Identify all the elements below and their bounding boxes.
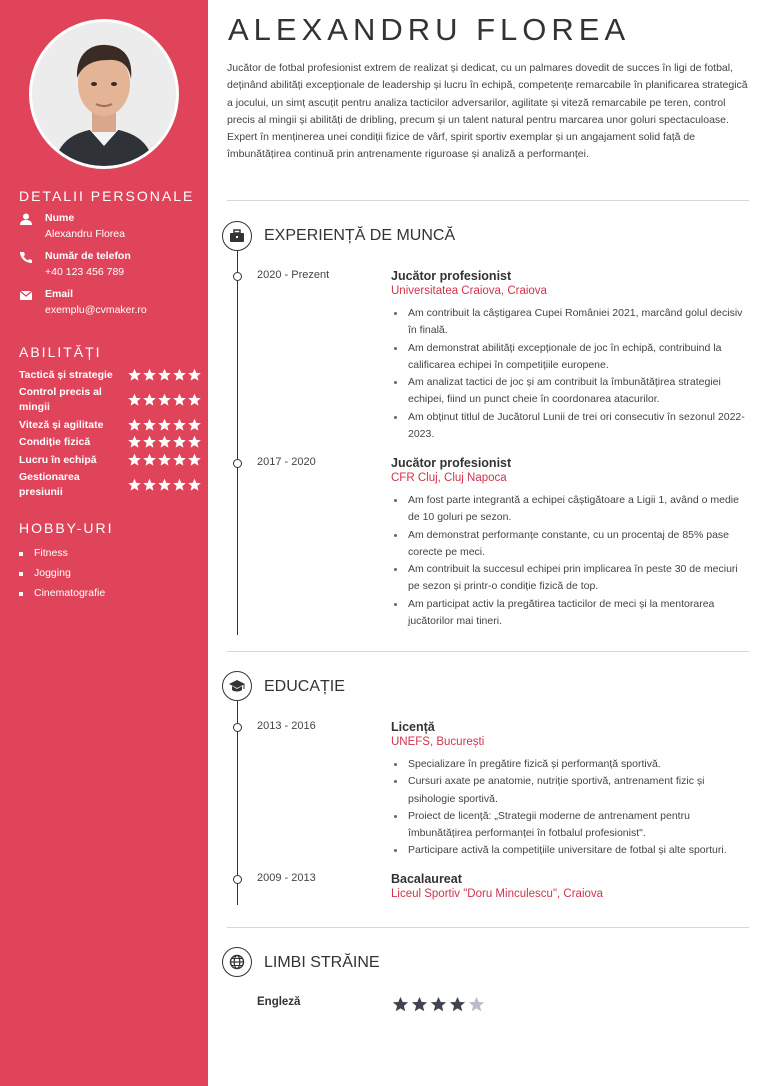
star-icon <box>449 996 466 1013</box>
list-item: Am demonstrat abilități excepționale de joc în echipă, contribuind la calificarea echipei în competițiile europene. <box>391 340 751 375</box>
experience-title: EXPERIENȚĂ DE MUNCĂ <box>264 227 456 244</box>
list-item: Cursuri axate pe anatomie, nutriție sportivă, antrenament fizic și psihologie sportivă. <box>391 773 751 808</box>
personal-detail-label: Email <box>45 288 74 300</box>
skill-rating <box>127 478 203 492</box>
star-icon <box>157 393 172 407</box>
skill-name: Viteză și agilitate <box>19 419 104 431</box>
entry-date: 2017 - 2020 <box>257 456 316 468</box>
entry-organization: Liceul Sportiv "Doru Minculescu", Craiova <box>391 888 604 900</box>
star-icon <box>127 435 142 449</box>
entry-organization: Universitatea Craiova, Craiova <box>391 285 547 297</box>
languages-title: LIMBI STRĂINE <box>264 954 380 971</box>
entry-date: 2020 - Prezent <box>257 269 330 281</box>
star-icon <box>172 478 187 492</box>
star-icon <box>127 393 142 407</box>
star-icon <box>127 453 142 467</box>
list-item: Am contribuit la succesul echipei prin implicarea în peste 30 de meciuri pe sezon și printr-o condiție fizică de top. <box>391 561 751 596</box>
star-icon <box>187 393 202 407</box>
graduation-cap-icon <box>222 671 252 701</box>
star-icon <box>157 453 172 467</box>
entry-organization: CFR Cluj, Cluj Napoca <box>391 472 507 484</box>
star-icon <box>142 368 157 382</box>
star-icon <box>127 368 142 382</box>
hobbies-heading: HOBBY-URI <box>19 520 114 536</box>
star-icon <box>157 418 172 432</box>
timeline-dot <box>233 272 242 281</box>
star-icon <box>172 368 187 382</box>
list-item: Am participat activ la pregătirea tacticilor de meci și la mentorarea jucătorilor mai tineri. <box>391 596 751 631</box>
entry-bullets <box>391 756 751 860</box>
skill-rating <box>127 418 203 432</box>
skill-name: Lucru în echipă <box>19 454 97 466</box>
star-icon <box>172 453 187 467</box>
personal-details-heading: DETALII PERSONALE <box>19 188 195 204</box>
personal-detail-value: +40 123 456 789 <box>45 266 125 278</box>
timeline-dot <box>233 459 242 468</box>
list-item: Am obținut titlul de Jucătorul Lunii de trei ori consecutiv în sezonul 2022-2023. <box>391 409 751 444</box>
star-icon <box>187 418 202 432</box>
star-icon <box>157 435 172 449</box>
star-icon <box>411 996 428 1013</box>
list-item: Participare activă la competițiile universitare de fotbal și alte sporturi. <box>391 842 751 859</box>
phone-icon <box>19 251 33 263</box>
star-icon <box>187 453 202 467</box>
entry-role: Bacalaureat <box>391 872 462 886</box>
star-icon <box>187 368 202 382</box>
timeline-line <box>237 251 238 635</box>
star-icon <box>468 996 485 1013</box>
list-item: Am fost parte integrantă a echipei câștigătoare a Ligii 1, având o medie de 10 goluri pe sezon. <box>391 492 751 527</box>
list-item: Specializare în pregătire fizică și performanță sportivă. <box>391 756 751 773</box>
sidebar <box>0 0 208 1086</box>
skill-rating <box>127 435 203 449</box>
skill-name: Gestionarea presiunii <box>19 471 80 498</box>
hobby-label: Jogging <box>34 567 71 579</box>
hobby-label: Cinematografie <box>34 587 106 599</box>
divider <box>227 927 749 928</box>
star-icon <box>127 478 142 492</box>
skill-rating <box>127 453 203 467</box>
star-icon <box>172 418 187 432</box>
entry-bullets <box>391 305 751 443</box>
profile-summary: Jucător de fotbal profesionist extrem de realizat și dedicat, cu un palmares dovedit de succes în ligi de fotbal, deținând abilități excepționale de leadership și lucru în echipă, competențe remarcabile în planificarea strategică a jocului, un simț ascuțit pentru analiza tacticilor adversarilor, agilitate și viteză remarcabile pe teren, control precis al mingii și abilități de dribling, precum și un talent natural pentru marcarea unor goluri spectaculoase. Expert în menținerea unei condiții fizice de vârf, spirit sportiv exemplar și un angajament solid față de îmbunătățirea continuă prin antrenamente riguroase și analiză a performanței. <box>227 62 748 161</box>
list-item: Proiect de licență: „Strategii moderne de antrenament pentru îmbunătățirea performanței în fotbalul profesionist". <box>391 808 751 843</box>
star-icon <box>172 435 187 449</box>
entry-role: Jucător profesionist <box>391 456 512 470</box>
envelope-icon <box>19 289 33 301</box>
star-icon <box>392 996 409 1013</box>
personal-detail-label: Număr de telefon <box>45 250 131 262</box>
personal-detail-value: exemplu@cvmaker.ro <box>45 304 147 316</box>
hobby-label: Fitness <box>34 547 68 559</box>
briefcase-icon <box>222 221 252 251</box>
star-icon <box>172 393 187 407</box>
entry-organization: UNEFS, București <box>391 736 485 748</box>
entry-date: 2009 - 2013 <box>257 872 316 884</box>
star-icon <box>127 418 142 432</box>
list-item: Am analizat tactici de joc și am contribuit la îmbunătățirea strategiei echipei, fiind un punct cheie în coordonarea atacurilor. <box>391 374 751 409</box>
star-icon <box>142 393 157 407</box>
personal-detail-label: Nume <box>45 212 75 224</box>
star-icon <box>142 418 157 432</box>
language-name: Engleză <box>257 996 301 1008</box>
timeline-dot <box>233 875 242 884</box>
candidate-name: ALEXANDRU FLOREA <box>228 12 631 47</box>
timeline-dot <box>233 723 242 732</box>
divider <box>227 200 749 201</box>
entry-date: 2013 - 2016 <box>257 720 316 732</box>
user-icon <box>19 213 33 225</box>
globe-icon <box>222 947 252 977</box>
divider <box>227 651 749 652</box>
bullet <box>19 572 23 576</box>
bullet <box>19 592 23 596</box>
bullet <box>19 552 23 556</box>
skill-name: Condiție fizică <box>19 436 91 448</box>
skill-name: Tactică și strategie <box>19 369 113 381</box>
language-rating <box>392 996 485 1013</box>
star-icon <box>142 478 157 492</box>
star-icon <box>430 996 447 1013</box>
star-icon <box>142 435 157 449</box>
list-item: Am contribuit la câștigarea Cupei României 2021, marcând golul decisiv în finală. <box>391 305 751 340</box>
profile-photo <box>29 19 179 169</box>
entry-bullets <box>391 492 751 630</box>
star-icon <box>142 453 157 467</box>
entry-role: Licență <box>391 720 435 734</box>
skills-heading: ABILITĂȚI <box>19 344 102 360</box>
entry-role: Jucător profesionist <box>391 269 512 283</box>
star-icon <box>157 368 172 382</box>
star-icon <box>187 435 202 449</box>
skill-name: Control precis al mingii <box>19 386 102 413</box>
education-title: EDUCAȚIE <box>264 678 345 695</box>
skill-rating <box>127 368 203 382</box>
star-icon <box>187 478 202 492</box>
star-icon <box>157 478 172 492</box>
personal-detail-value: Alexandru Florea <box>45 228 125 240</box>
list-item: Am demonstrat performanțe constante, cu un procentaj de 85% pase corecte pe meci. <box>391 527 751 562</box>
skill-rating <box>127 393 203 407</box>
